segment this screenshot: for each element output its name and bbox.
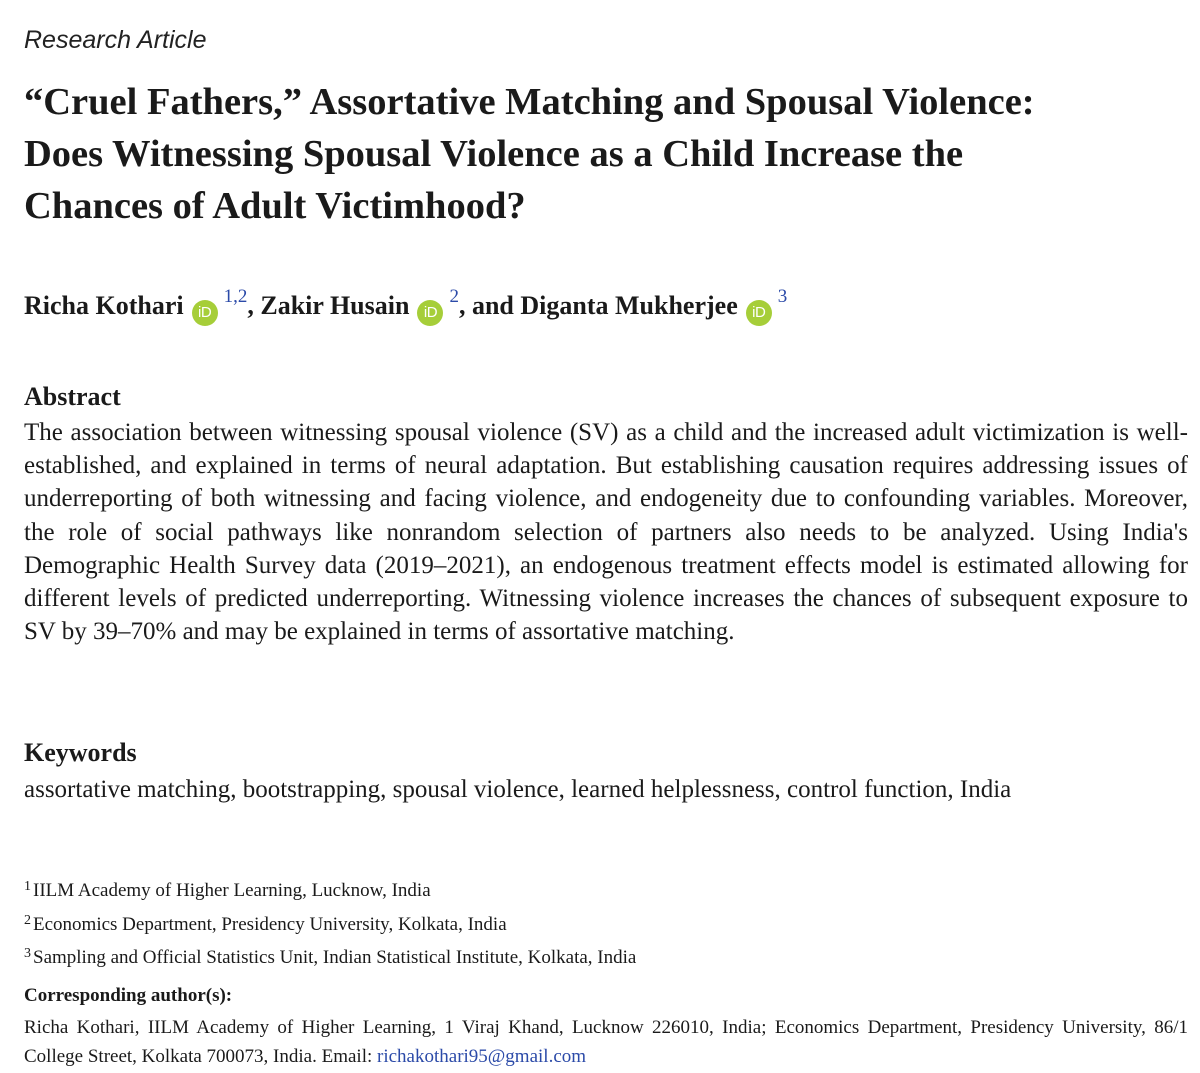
author-separator: , — [247, 291, 261, 320]
affiliation-list — [24, 872, 636, 973]
title-line: Chances of Adult Victimhood? — [24, 185, 526, 227]
affiliation-number: 3 — [24, 946, 31, 961]
author-name[interactable]: Diganta Mukherjee — [520, 291, 738, 320]
affiliation-item — [24, 939, 636, 973]
abstract-text: The association between witnessing spousal violence (SV) as a child and the increased adult victimization is well-established, and explained in terms of neural adaptation. But establishing causation requires addressing issues of underreporting of both witnessing and facing violence, and endogeneity due to confounding variables. Moreover, the role of social pathways like nonrandom selection of partners also needs to be analyzed. Using India's Demographic Health Survey data (2019–2021), an endogenous treatment effects model is estimated allowing for different levels of predicted underreporting. Witnessing violence increases the chances of subsequent exposure to SV by 39–70% and may be explained in terms of assortative matching. — [24, 419, 1188, 646]
affiliation-marker[interactable]: 2 — [449, 286, 459, 307]
corresponding-author-details — [24, 1013, 1188, 1071]
article-type: Research Article — [24, 26, 207, 54]
affiliation-number: 1 — [24, 879, 31, 894]
article-title — [24, 76, 1188, 232]
article-first-page — [24, 0, 1188, 1073]
affiliation-item — [24, 906, 636, 940]
corresponding-author-heading: Corresponding author(s): — [24, 985, 233, 1006]
affiliation-text: Sampling and Official Statistics Unit, Indian Statistical Institute, Kolkata, India — [33, 947, 637, 968]
affiliation-marker[interactable]: 3 — [777, 286, 788, 307]
email-link[interactable]: richakothari95@gmail.com — [377, 1046, 587, 1067]
author-name[interactable]: Richa Kothari — [24, 291, 184, 320]
title-line: Does Witnessing Spousal Violence as a Child Increase the — [24, 133, 964, 175]
keywords-heading: Keywords — [24, 738, 137, 767]
orcid-icon[interactable]: iD — [746, 300, 772, 326]
affiliation-number: 2 — [24, 912, 31, 928]
corresponding-author-address: Richa Kothari, IILM Academy of Higher Learning, 1 Viraj Khand, Lucknow 226010, India; Economics Department, Presidency University, 86/1 College Street, Kolkata 700073, India. Email: — [24, 1017, 1188, 1067]
keywords-text: assortative matching, bootstrapping, spousal violence, learned helplessness, control function, India — [24, 776, 1012, 803]
orcid-icon[interactable]: iD — [192, 300, 218, 326]
abstract-heading: Abstract — [24, 382, 121, 411]
author-separator: , and — [458, 291, 521, 320]
author-name[interactable]: Zakir Husain — [260, 291, 410, 320]
title-line: “Cruel Fathers,” Assortative Matching and Spousal Violence: — [24, 81, 1035, 123]
orcid-icon[interactable]: iD — [417, 300, 443, 326]
affiliation-item — [24, 872, 636, 906]
affiliation-text: IILM Academy of Higher Learning, Lucknow, India — [33, 880, 431, 901]
author-list — [24, 286, 787, 326]
affiliation-marker[interactable]: 1,2 — [223, 286, 248, 307]
affiliation-text: Economics Department, Presidency University, Kolkata, India — [33, 913, 507, 935]
